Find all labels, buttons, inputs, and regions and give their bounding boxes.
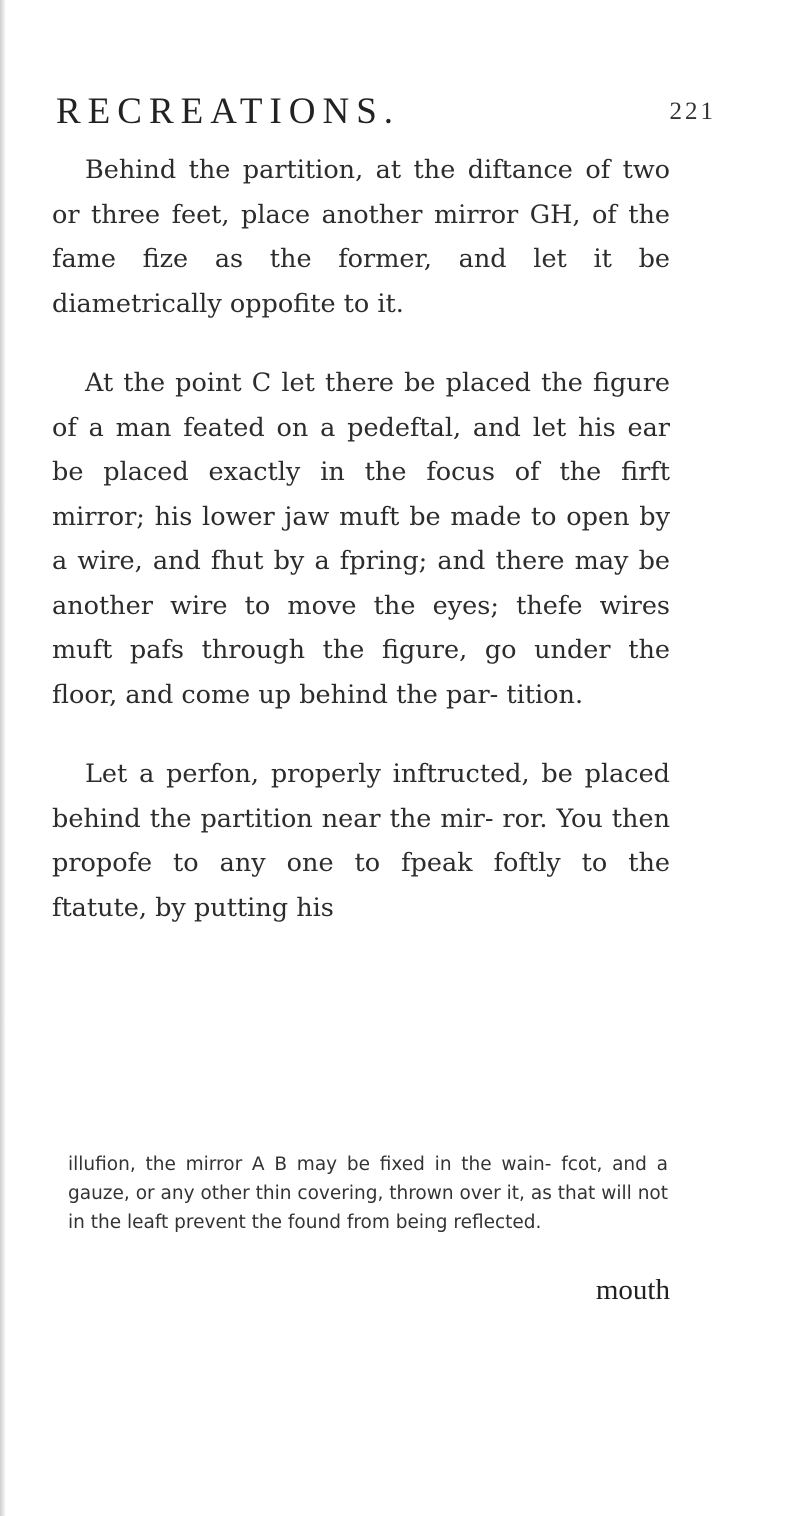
paragraph-partition: Behind the partition, at the diftance of two or three feet, place another mirror GH, of the fame fize as the former, and let it be diametrically oppofite to it. <box>52 155 670 319</box>
footnote: illufion, the mirror A B may be fixed in the wain- fcot, and a gauze, or any other thin covering, thrown over it, as that will not in the leaft prevent the found from being reflected. <box>68 1154 668 1233</box>
catchword: mouth <box>595 1274 670 1306</box>
running-title: RECREATIONS. <box>56 91 401 132</box>
page-header <box>56 88 716 136</box>
page-number: 221 <box>669 98 716 125</box>
page-edge <box>0 0 5 1516</box>
paragraph-figure: At the point C let there be placed the figure of a man feated on a pedeftal, and let his ear be placed exactly in the focus of the firft mirror; his lower jaw muft be made to open by a wire, and fhut by a fpring; and there may be another wire to move the eyes; thefe wires muft pafs through the figure, go under the floor, and come up behind the par- tition. <box>52 368 670 710</box>
main-text <box>52 148 670 930</box>
paragraph-person: Let a perfon, properly inftructed, be placed behind the partition near the mir- ror. You then propofe to any one to fpeak foftly to the ftatute, by putting his <box>52 759 670 923</box>
